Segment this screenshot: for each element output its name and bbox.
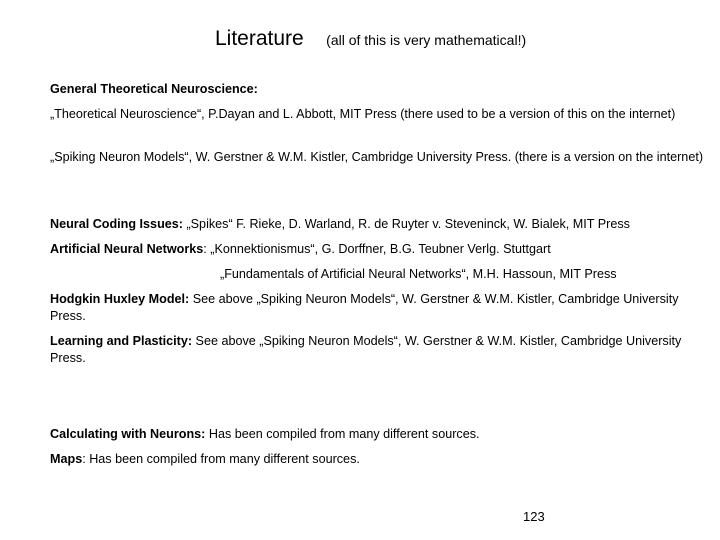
maps-text: : Has been compiled from many different sources. — [82, 452, 360, 466]
ann-text: : „Konnektionismus“, G. Dorffner, B.G. Teubner Verlg. Stuttgart — [203, 242, 551, 256]
learning-plasticity-label: Learning and Plasticity: — [50, 334, 193, 348]
ann-entry — [50, 241, 710, 258]
page-number: 123 — [523, 509, 545, 524]
hodgkin-huxley-entry — [50, 291, 710, 324]
learning-plasticity-text: See above „Spiking Neuron Models“, W. Gerstner & W.M. Kistler, Cambridge University Press. — [50, 334, 682, 365]
page-title: Literature — [215, 27, 304, 50]
hodgkin-huxley-text: See above „Spiking Neuron Models“, W. Gerstner & W.M. Kistler, Cambridge University Press. — [50, 292, 679, 323]
calculating-text: Has been compiled from many different sources. — [205, 427, 480, 441]
general-ref-gerstner-kistler: „Spiking Neuron Models“, W. Gerstner & W.M. Kistler, Cambridge University Press. (there is a version on the internet) — [50, 150, 704, 164]
calculating-entry — [50, 426, 710, 443]
general-heading: General Theoretical Neuroscience: — [50, 82, 258, 96]
maps-label: Maps — [50, 452, 83, 466]
learning-plasticity-entry — [50, 333, 710, 366]
ann-label: Artificial Neural Networks — [50, 242, 204, 256]
neural-coding-entry — [50, 216, 710, 233]
ann-ref-hassoun: „Fundamentals of Artificial Neural Networks“, M.H. Hassoun, MIT Press — [220, 267, 617, 281]
general-ref-dayan-abbott: „Theoretical Neuroscience“, P.Dayan and L. Abbott, MIT Press (there used to be a version of this on the internet) — [50, 107, 676, 121]
neural-coding-text: „Spikes“ F. Rieke, D. Warland, R. de Ruyter v. Steveninck, W. Bialek, MIT Press — [182, 217, 630, 231]
calculating-label: Calculating with Neurons: — [50, 427, 206, 441]
maps-entry — [50, 451, 710, 468]
title-row — [215, 27, 526, 51]
page-subtitle: (all of this is very mathematical!) — [326, 32, 527, 48]
hodgkin-huxley-label: Hodgkin Huxley Model: — [50, 292, 190, 306]
neural-coding-label: Neural Coding Issues: — [50, 217, 183, 231]
